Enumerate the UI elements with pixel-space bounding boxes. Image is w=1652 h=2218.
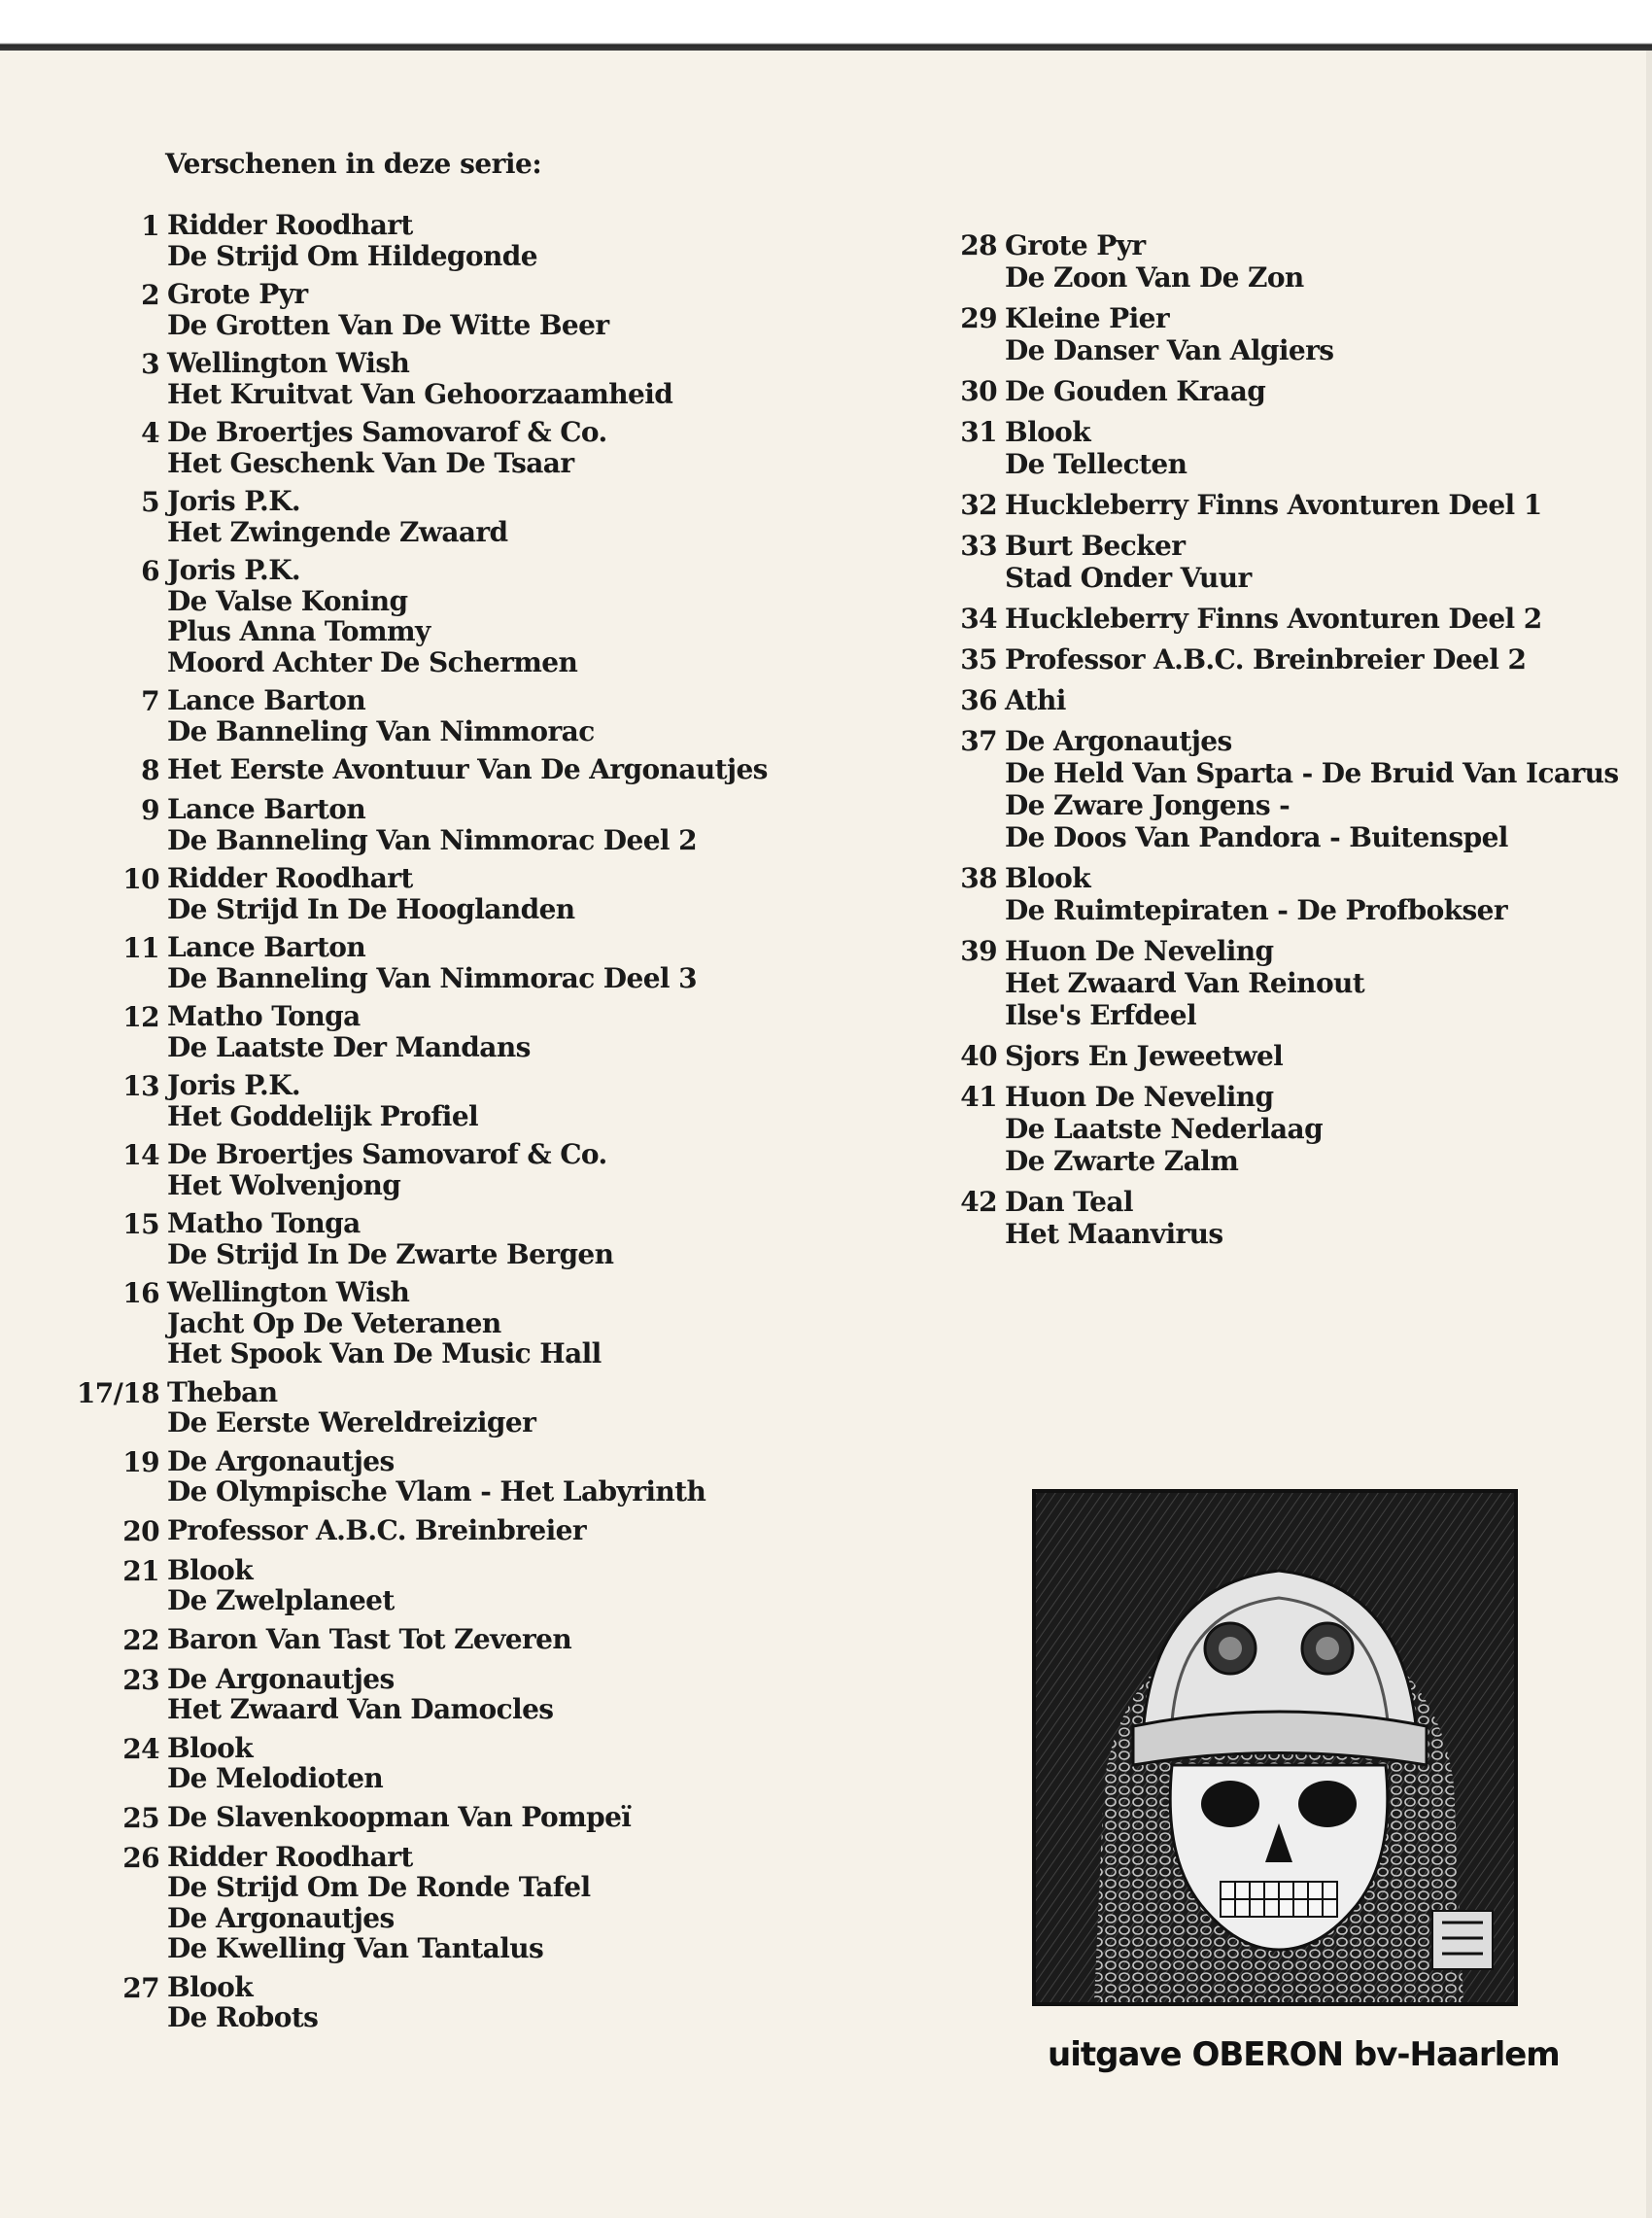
album-title: De Strijd In De Hooglanden <box>167 892 575 925</box>
series-name: Ridder Roodhart <box>167 209 413 241</box>
series-entry <box>58 1139 758 1200</box>
series-name: Dan Teal <box>1005 1186 1133 1218</box>
series-name: Ridder Roodhart <box>167 862 413 894</box>
entry-titles <box>167 1624 571 1656</box>
entry-titles <box>167 1277 602 1369</box>
series-entry <box>58 1515 758 1547</box>
entry-number: 9 <box>141 794 159 826</box>
entry-titles <box>167 1664 553 1725</box>
series-name: Baron Van Tast Tot Zeveren <box>167 1622 572 1655</box>
series-entry <box>933 229 1613 294</box>
series-entry <box>933 643 1613 676</box>
series-entry <box>58 685 758 746</box>
entry-titles <box>167 1802 631 1834</box>
entry-titles <box>1005 935 1364 1031</box>
series-name: Blook <box>167 1970 254 2003</box>
series-entry <box>933 375 1613 407</box>
album-title: Jacht Op De Veteranen <box>167 1306 501 1339</box>
entry-number: 40 <box>960 1040 997 1072</box>
series-entry <box>933 1186 1613 1250</box>
series-entry <box>58 1972 758 2033</box>
album-title: De Zoon Van De Zon <box>1005 261 1304 294</box>
series-name: Kleine Pier <box>1005 302 1170 334</box>
entry-titles <box>167 1515 586 1547</box>
entry-number: 34 <box>960 603 997 635</box>
skull-warrior-illustration <box>1032 1489 1518 2006</box>
series-entry <box>58 794 758 855</box>
entry-titles <box>1005 1040 1283 1072</box>
series-name: Joris P.K. <box>167 1069 301 1101</box>
series-name: Huckleberry Finns Avonturen Deel 1 <box>1005 489 1542 521</box>
series-name: Lance Barton <box>167 931 366 963</box>
series-name: Wellington Wish <box>167 1276 410 1308</box>
entry-titles <box>167 486 508 547</box>
album-title: De Strijd In De Zwarte Bergen <box>167 1237 614 1270</box>
album-title: De Strijd Om De Ronde Tafel <box>167 1871 591 1903</box>
entry-number: 26 <box>122 1841 159 1874</box>
entry-number: 11 <box>122 932 159 964</box>
entry-titles <box>1005 1186 1223 1250</box>
album-title: De Melodioten <box>167 1762 384 1794</box>
entry-number: 6 <box>141 555 159 587</box>
album-title: De Laatste Nederlaag <box>1005 1113 1324 1145</box>
album-title: Het Goddelijk Profiel <box>167 1099 479 1132</box>
series-name: Matho Tonga <box>167 1207 361 1239</box>
album-title: Het Zwaard Van Reinout <box>1005 967 1365 999</box>
series-entry <box>58 1446 758 1508</box>
series-name: Matho Tonga <box>167 1000 361 1032</box>
entry-number: 14 <box>122 1139 159 1171</box>
entry-number: 20 <box>122 1514 159 1547</box>
scan-top-edge <box>0 0 1652 51</box>
series-entry <box>58 1842 758 1964</box>
album-title: Stad Onder Vuur <box>1005 562 1252 594</box>
series-name: De Argonautjes <box>1005 725 1232 757</box>
entry-number: 12 <box>122 1001 159 1033</box>
series-name: Ridder Roodhart <box>167 1840 413 1873</box>
entry-number: 39 <box>960 935 997 967</box>
series-entry <box>58 1802 758 1834</box>
series-entry <box>58 555 758 677</box>
entry-titles <box>1005 603 1542 635</box>
series-entry <box>58 279 758 340</box>
entry-number: 37 <box>960 725 997 757</box>
entry-number: 33 <box>960 530 997 562</box>
album-title: De Valse Koning <box>167 584 408 617</box>
entry-number: 15 <box>122 1208 159 1240</box>
series-name: Theban <box>167 1375 278 1408</box>
entry-titles <box>167 1733 383 1794</box>
series-entry <box>58 1377 758 1438</box>
album-title: De Kwelling Van Tantalus <box>167 1932 544 1964</box>
album-title: Het Maanvirus <box>1005 1218 1223 1250</box>
series-entry <box>58 932 758 993</box>
entry-number: 30 <box>960 375 997 407</box>
entry-titles <box>1005 684 1066 716</box>
entry-number: 28 <box>960 229 997 261</box>
series-name: Huon De Neveling <box>1005 935 1274 967</box>
album-title: De Banneling Van Nimmorac Deel 3 <box>167 961 697 994</box>
series-entry <box>58 1277 758 1369</box>
series-name: De Argonautjes <box>167 1444 395 1477</box>
entry-titles <box>167 348 672 409</box>
entry-number: 7 <box>141 685 159 717</box>
album-title: De Robots <box>167 2001 319 2033</box>
series-entry <box>933 862 1613 926</box>
entry-titles <box>1005 302 1333 366</box>
album-title: Het Wolvenjong <box>167 1168 401 1201</box>
entry-number: 16 <box>122 1277 159 1309</box>
album-title: De Laatste Der Mandans <box>167 1030 531 1063</box>
entry-titles <box>167 685 595 746</box>
series-entry <box>58 348 758 409</box>
album-title: De Doos Van Pandora - Buitenspel <box>1005 821 1508 853</box>
entry-number: 35 <box>960 643 997 676</box>
series-name: Huon De Neveling <box>1005 1081 1274 1113</box>
series-entry <box>58 417 758 478</box>
entry-number: 24 <box>122 1732 159 1765</box>
album-title: De Banneling Van Nimmorac Deel 2 <box>167 823 697 856</box>
series-entry <box>58 1733 758 1794</box>
series-name: Joris P.K. <box>167 554 301 586</box>
entry-titles <box>1005 229 1304 294</box>
entry-number: 31 <box>960 416 997 448</box>
album-title: Het Zwingende Zwaard <box>167 515 508 548</box>
entry-titles <box>167 1377 535 1438</box>
entry-titles <box>167 1446 706 1508</box>
entry-number: 22 <box>122 1623 159 1656</box>
entry-number: 27 <box>122 1971 159 2004</box>
album-title: De Eerste Wereldreiziger <box>167 1406 536 1438</box>
entry-number: 19 <box>122 1445 159 1478</box>
series-entry <box>58 1001 758 1062</box>
series-name: Professor A.B.C. Breinbreier Deel 2 <box>1005 643 1527 676</box>
series-list-left <box>58 209 768 2041</box>
series-name: Het Eerste Avontuur Van De Argonautjes <box>167 753 768 785</box>
series-name: Wellington Wish <box>167 347 410 379</box>
entry-titles <box>167 863 575 924</box>
entry-titles <box>167 1139 607 1200</box>
series-entry <box>58 1555 758 1616</box>
album-title: Ilse's Erfdeel <box>1005 999 1196 1031</box>
entry-titles <box>1005 643 1526 676</box>
series-entry <box>933 935 1613 1031</box>
series-entry <box>58 1208 758 1269</box>
entry-titles <box>167 1972 318 2033</box>
entry-number: 1 <box>141 210 159 242</box>
album-title: Het Zwaard Van Damocles <box>167 1693 554 1725</box>
album-title: Moord Achter De Schermen <box>167 645 578 678</box>
series-entry <box>58 753 768 786</box>
entry-number: 5 <box>141 486 159 518</box>
entry-number: 38 <box>960 862 997 894</box>
entry-number: 25 <box>122 1801 159 1834</box>
entry-titles <box>1005 530 1252 594</box>
series-entry <box>58 1664 758 1725</box>
album-title: De Danser Van Algiers <box>1005 334 1334 366</box>
series-name: De Gouden Kraag <box>1005 375 1266 407</box>
album-title: Het Geschenk Van De Tsaar <box>167 446 574 479</box>
entry-titles <box>1005 862 1507 926</box>
series-entry <box>933 416 1613 480</box>
skull-helmet-drawing <box>1036 1493 1514 2002</box>
album-title: De Tellecten <box>1005 448 1187 480</box>
series-name: De Slavenkoopman Van Pompeï <box>167 1800 632 1833</box>
series-name: Sjors En Jeweetwel <box>1005 1040 1284 1072</box>
album-title: De Ruimtepiraten - De Profbokser <box>1005 894 1507 926</box>
series-name: De Argonautjes <box>167 1662 395 1695</box>
series-name: Lance Barton <box>167 684 366 716</box>
entry-number: 4 <box>141 417 159 449</box>
entry-number: 2 <box>141 279 159 311</box>
album-title: Het Spook Van De Music Hall <box>167 1337 602 1369</box>
entry-titles <box>1005 489 1542 521</box>
series-name: Blook <box>167 1731 254 1764</box>
entry-titles <box>1005 375 1265 407</box>
album-title: Plus Anna Tommy <box>167 615 430 647</box>
series-name: Joris P.K. <box>167 485 301 517</box>
album-title: De Argonautjes <box>167 1901 395 1934</box>
album-title: De Held Van Sparta - De Bruid Van Icarus <box>1005 757 1619 789</box>
entry-number: 13 <box>122 1070 159 1102</box>
entry-number: 32 <box>960 489 997 521</box>
entry-titles <box>167 1208 613 1269</box>
entry-number: 42 <box>960 1186 997 1218</box>
entry-titles <box>167 279 608 340</box>
entry-titles <box>167 1555 395 1616</box>
series-name: Grote Pyr <box>1005 229 1146 261</box>
series-name: Athi <box>1005 684 1066 716</box>
publisher-imprint: uitgave OBERON bv-Haarlem <box>1048 2035 1560 2074</box>
entry-titles <box>167 1070 478 1131</box>
entry-number: 17/18 <box>76 1376 159 1409</box>
series-list-right <box>933 229 1619 1259</box>
album-title: Het Kruitvat Van Gehoorzaamheid <box>167 377 673 410</box>
entry-number: 23 <box>122 1663 159 1696</box>
album-title: De Grotten Van De Witte Beer <box>167 308 609 341</box>
series-entry <box>58 863 758 924</box>
series-entry <box>933 603 1613 635</box>
series-entry <box>58 1624 758 1656</box>
album-title: De Zware Jongens - <box>1005 789 1291 821</box>
series-entry <box>933 1081 1613 1177</box>
album-title: De Banneling Van Nimmorac <box>167 714 595 747</box>
entry-titles <box>167 417 607 478</box>
series-entry <box>933 302 1613 366</box>
series-entry <box>933 1040 1613 1072</box>
entry-titles <box>167 555 577 677</box>
series-entry <box>933 725 1619 853</box>
entry-number: 10 <box>122 863 159 895</box>
entry-titles <box>167 754 768 786</box>
entry-number: 3 <box>141 348 159 380</box>
entry-number: 21 <box>122 1554 159 1587</box>
entry-titles <box>167 210 537 271</box>
entry-number: 8 <box>141 754 159 786</box>
entry-titles <box>167 794 697 855</box>
series-name: Blook <box>167 1553 254 1586</box>
series-name: Huckleberry Finns Avonturen Deel 2 <box>1005 603 1542 635</box>
series-name: Blook <box>1005 416 1091 448</box>
series-entry <box>933 684 1613 716</box>
series-heading: Verschenen in deze serie: <box>165 148 542 180</box>
entry-titles <box>167 1001 531 1062</box>
album-title: De Olympische Vlam - Het Labyrinth <box>167 1475 706 1508</box>
series-entry <box>58 486 758 547</box>
series-name: Lance Barton <box>167 793 366 825</box>
series-name: Burt Becker <box>1005 530 1186 562</box>
album-title: De Strijd Om Hildegonde <box>167 239 537 272</box>
series-entry <box>58 1070 758 1131</box>
entry-titles <box>1005 1081 1323 1177</box>
entry-titles <box>1005 725 1619 853</box>
entry-number: 41 <box>960 1081 997 1113</box>
series-name: De Broertjes Samovarof & Co. <box>167 1138 607 1170</box>
series-name: Grote Pyr <box>167 278 308 310</box>
album-title: De Zwelplaneet <box>167 1584 395 1616</box>
series-entry <box>58 210 758 271</box>
entry-number: 36 <box>960 684 997 716</box>
series-name: Professor A.B.C. Breinbreier <box>167 1513 586 1546</box>
series-entry <box>933 530 1613 594</box>
entry-titles <box>167 932 697 993</box>
album-title: De Zwarte Zalm <box>1005 1145 1239 1177</box>
entry-titles <box>167 1842 591 1964</box>
series-name: De Broertjes Samovarof & Co. <box>167 416 607 448</box>
entry-titles <box>1005 416 1187 480</box>
series-name: Blook <box>1005 862 1091 894</box>
entry-number: 29 <box>960 302 997 334</box>
series-entry <box>933 489 1613 521</box>
